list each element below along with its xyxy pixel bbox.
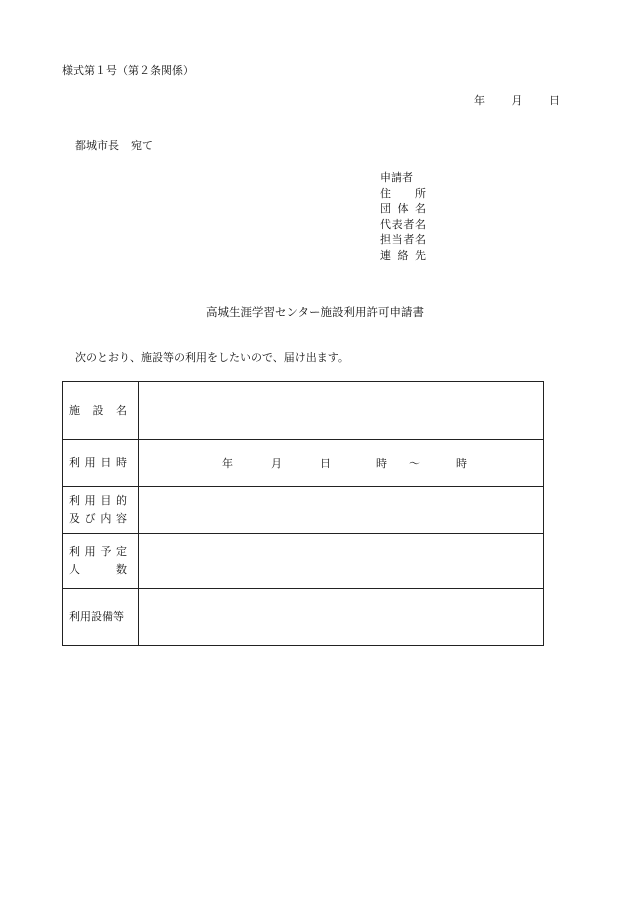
datetime-label bbox=[63, 440, 139, 487]
table-row-people bbox=[63, 534, 544, 589]
table-row-equipment bbox=[63, 589, 544, 646]
label-char: 的 bbox=[115, 494, 127, 507]
people-count-field[interactable] bbox=[139, 534, 544, 589]
label-char: 人 bbox=[69, 563, 80, 576]
label-char: 体 bbox=[397, 202, 409, 216]
submission-date bbox=[474, 95, 560, 106]
equipment-field[interactable] bbox=[139, 589, 544, 646]
facility-name-field[interactable] bbox=[139, 382, 544, 440]
label-char: 施 bbox=[69, 403, 80, 417]
purpose-label bbox=[63, 487, 139, 534]
applicant-heading: 申請者 bbox=[380, 171, 413, 184]
label-char: 名 bbox=[415, 202, 426, 216]
datetime-field[interactable] bbox=[139, 440, 544, 487]
label-char: 容 bbox=[115, 512, 127, 525]
label-char: 予 bbox=[100, 545, 112, 558]
label-char: 名 bbox=[414, 217, 426, 231]
range-tilde: ～ bbox=[409, 457, 420, 470]
label-char: 所 bbox=[415, 186, 426, 200]
form-number: 様式第１号（第２条関係） bbox=[62, 64, 194, 77]
day-unit: 日 bbox=[549, 94, 560, 107]
year-unit: 年 bbox=[474, 94, 485, 107]
facility-label bbox=[63, 382, 139, 440]
label-char: 日 bbox=[100, 456, 112, 469]
equipment-label: 利用設備等 bbox=[63, 589, 139, 646]
addressee bbox=[75, 140, 153, 151]
label-char: 住 bbox=[380, 186, 391, 200]
application-table bbox=[62, 381, 544, 646]
addressee-name: 都城市長 bbox=[75, 139, 119, 152]
table-row-purpose bbox=[63, 487, 544, 534]
day-unit: 日 bbox=[320, 457, 331, 470]
label-char: 内 bbox=[100, 512, 112, 525]
applicant-block bbox=[380, 170, 426, 264]
applicant-contact-person-label bbox=[380, 232, 426, 248]
addressee-suffix: 宛て bbox=[131, 139, 153, 152]
label-char: 時 bbox=[115, 456, 127, 469]
applicant-contact-label bbox=[380, 248, 426, 264]
label-char: 数 bbox=[116, 563, 127, 576]
label-char: 表 bbox=[391, 217, 403, 231]
label-char: 用 bbox=[84, 456, 96, 469]
label-char: 設 bbox=[92, 403, 104, 417]
label-char: び bbox=[84, 512, 96, 525]
label-char: 絡 bbox=[397, 248, 409, 262]
label-char: 先 bbox=[415, 248, 426, 262]
label-char: 名 bbox=[414, 233, 426, 247]
month-unit: 月 bbox=[511, 94, 523, 107]
label-char: 及 bbox=[69, 512, 80, 525]
year-unit: 年 bbox=[222, 457, 233, 470]
label-char: 者 bbox=[403, 217, 415, 231]
label-char: 者 bbox=[403, 233, 415, 247]
label-char: 代 bbox=[380, 217, 391, 231]
label-char: 担 bbox=[380, 233, 391, 247]
table-row-facility bbox=[63, 382, 544, 440]
label-char: 名 bbox=[116, 403, 127, 417]
label-char: 用 bbox=[84, 545, 96, 558]
label-char: 当 bbox=[391, 233, 403, 247]
applicant-address-label bbox=[380, 186, 426, 202]
label-char: 定 bbox=[115, 545, 127, 558]
hour-unit: 時 bbox=[456, 457, 467, 470]
label-char: 利 bbox=[69, 545, 80, 558]
label-char: 利 bbox=[69, 456, 80, 469]
month-unit: 月 bbox=[271, 457, 282, 470]
applicant-group-name-label bbox=[380, 201, 426, 217]
label-char: 連 bbox=[380, 248, 391, 262]
label-char: 団 bbox=[380, 202, 391, 216]
label-char: 利 bbox=[69, 494, 80, 507]
table-row-datetime bbox=[63, 440, 544, 487]
applicant-representative-label bbox=[380, 217, 426, 233]
document-title: 高城生涯学習センター施設利用許可申請書 bbox=[205, 305, 425, 319]
label-char: 用 bbox=[84, 494, 96, 507]
intro-text: 次のとおり、施設等の利用をしたいので、届け出ます。 bbox=[75, 351, 349, 364]
hour-unit: 時 bbox=[376, 457, 387, 470]
purpose-field[interactable] bbox=[139, 487, 544, 534]
label-char: 目 bbox=[100, 494, 112, 507]
people-label bbox=[63, 534, 139, 589]
